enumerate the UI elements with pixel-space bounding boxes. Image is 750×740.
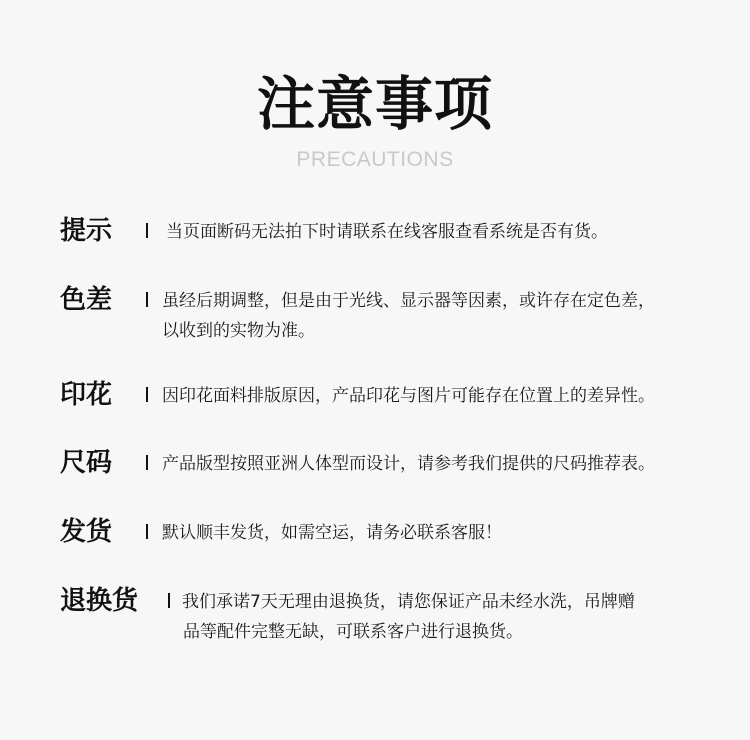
note-text xyxy=(182,587,635,647)
note-text-line: 以收到的实物为准。 xyxy=(162,321,315,341)
note-label: 尺码 xyxy=(60,448,113,478)
note-text-line: 虽经后期调整，但是由于光线、显示器等因素，或许存在定色差， xyxy=(162,291,655,311)
note-text xyxy=(162,518,502,548)
note-text-line: 当页面断码无法拍下时请联系在线客服查看系统是否有货。 xyxy=(166,222,608,242)
separator-bar xyxy=(168,593,170,608)
note-label: 色差 xyxy=(60,285,113,315)
page-subtitle: PRECAUTIONS xyxy=(296,148,454,171)
note-label: 退换货 xyxy=(60,586,139,616)
separator-bar xyxy=(146,387,148,402)
note-text xyxy=(166,217,608,247)
note-text xyxy=(162,449,655,479)
separator-bar xyxy=(146,292,148,307)
note-label: 提示 xyxy=(60,216,113,246)
note-text-line: 品等配件完整无缺，可联系客户进行退换货。 xyxy=(183,622,523,642)
note-text-line: 我们承诺7天无理由退换货，请您保证产品未经水洗，吊牌赠 xyxy=(182,592,635,612)
note-label: 印花 xyxy=(60,380,113,410)
separator-bar xyxy=(146,455,148,470)
note-text-line: 产品版型按照亚洲人体型而设计，请参考我们提供的尺码推荐表。 xyxy=(162,454,655,474)
separator-bar xyxy=(146,223,148,238)
note-text xyxy=(162,381,655,411)
note-text xyxy=(162,286,655,346)
note-text-line: 默认顺丰发货，如需空运，请务必联系客服！ xyxy=(162,523,502,543)
separator-bar xyxy=(146,524,148,539)
page-title: 注意事项 xyxy=(256,70,493,138)
note-label: 发货 xyxy=(60,517,113,547)
note-text-line: 因印花面料排版原因，产品印花与图片可能存在位置上的差异性。 xyxy=(162,386,655,406)
